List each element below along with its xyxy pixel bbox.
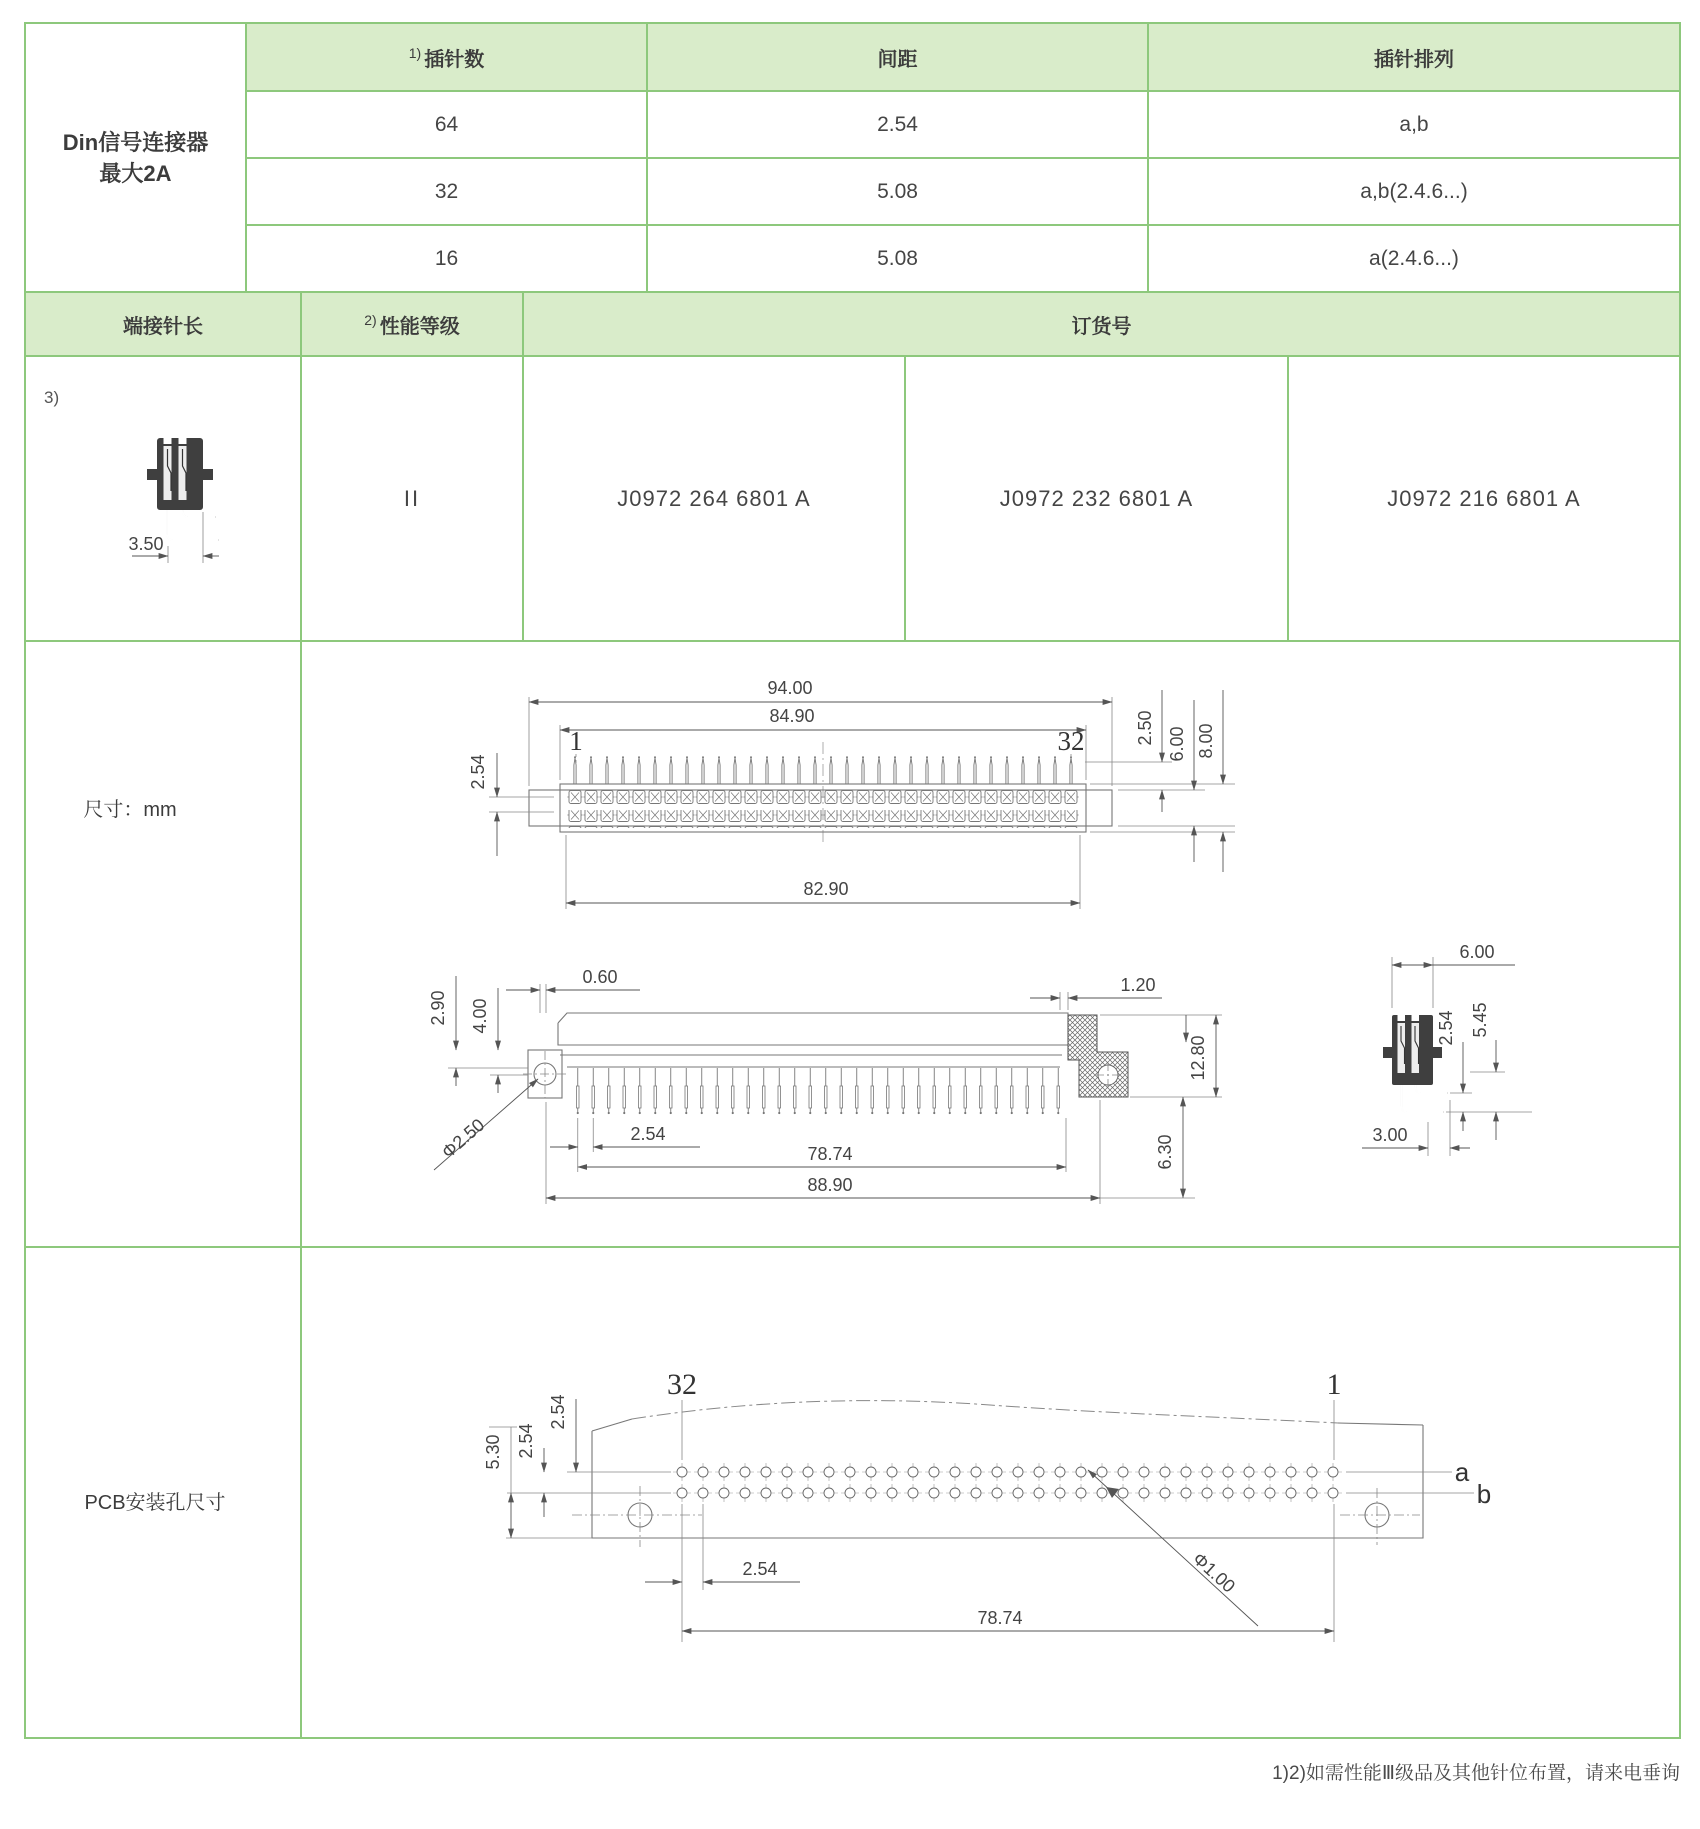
dim-2-54-side: 2.54 xyxy=(630,1124,666,1144)
pcb-pin-32: 32 xyxy=(667,1368,697,1401)
pin-number-1: 1 xyxy=(569,726,583,756)
grade-cell xyxy=(300,355,524,642)
body-tab-left xyxy=(147,469,157,480)
hole-row-a xyxy=(672,1462,1344,1483)
product-title xyxy=(63,127,208,189)
header-order-number xyxy=(522,291,1681,357)
dim-2-50: 2.50 xyxy=(1135,710,1155,746)
hole-row-b xyxy=(672,1483,1344,1504)
header-termination-label: 端接针长 xyxy=(123,315,203,338)
row-b-label: b xyxy=(1476,1479,1492,1509)
dim-84-90: 84.90 xyxy=(769,706,815,726)
dim-94-00: 94.00 xyxy=(767,678,813,698)
header-pin-count xyxy=(245,22,648,92)
header-grade-sup: 2) xyxy=(364,312,377,328)
cell-pitch-508b: 5.08 xyxy=(877,246,918,270)
dim-78-74-pcb: 78.74 xyxy=(977,1608,1023,1628)
side-view-drawing xyxy=(420,950,1235,1215)
dim-4-00: 4.00 xyxy=(470,998,490,1034)
dim-hole-1-00: Φ1.00 xyxy=(1188,1548,1240,1597)
dim-0-60: 0.60 xyxy=(582,967,618,987)
table-cell xyxy=(245,157,648,226)
header-arrangement xyxy=(1147,22,1681,92)
product-title-line2: 最大2A xyxy=(99,160,172,186)
product-title-line1: Din信号连接器 xyxy=(62,129,209,155)
latch xyxy=(1068,1015,1128,1097)
cell-arr-ab246: a,b(2.4.6...) xyxy=(1360,179,1468,203)
dimension-label-cell xyxy=(24,640,302,1248)
table-cell xyxy=(245,224,648,293)
header-order-number-label: 订货号 xyxy=(1071,315,1132,338)
header-termination xyxy=(24,291,302,357)
dim-3-50: 3.50 xyxy=(128,534,164,554)
termination-pin-drawing xyxy=(100,380,280,570)
dim-2-54-detail: 2.54 xyxy=(1436,1010,1456,1046)
order-number-264: J0972 264 6801 A xyxy=(617,485,811,511)
table-cell xyxy=(1147,90,1681,159)
dim-6-30: 6.30 xyxy=(1155,1134,1175,1170)
dim-2-90: 2.90 xyxy=(428,990,448,1026)
order-number-216: J0972 216 6801 A xyxy=(1387,485,1581,511)
order-number-cell xyxy=(522,355,906,642)
header-pitch xyxy=(646,22,1149,92)
front-view-drawing xyxy=(425,650,1240,920)
dim-82-90: 82.90 xyxy=(803,879,849,899)
header-grade-label: 性能等级 xyxy=(379,315,460,338)
dim-6-00-detail: 6.00 xyxy=(1459,942,1495,962)
pcb-pin-1: 1 xyxy=(1326,1368,1342,1401)
header-pin-count-sup: 1) xyxy=(408,45,422,61)
dim-3-00: 3.00 xyxy=(1372,1125,1408,1145)
dim-2-54-pitch: 2.54 xyxy=(742,1559,778,1579)
pin-row xyxy=(570,1068,1066,1116)
body-tab-right xyxy=(203,469,213,480)
board-break-line xyxy=(632,1401,1338,1423)
contact-row-b xyxy=(567,810,1079,828)
dim-78-74-side: 78.74 xyxy=(807,1144,853,1164)
pin-row xyxy=(567,754,1079,784)
header-pin-count-label: 插针数 xyxy=(424,48,485,71)
order-number-232: J0972 232 6801 A xyxy=(999,485,1194,511)
cell-pins-32: 32 xyxy=(434,179,459,203)
dim-2-54-v2: 2.54 xyxy=(548,1394,568,1430)
pin-number-32: 32 xyxy=(1057,726,1085,756)
product-title-cell xyxy=(24,22,247,293)
dim-2-54-left: 2.54 xyxy=(468,754,488,790)
dim-8-00: 8.00 xyxy=(1196,723,1216,759)
cell-arr-ab: a,b xyxy=(1399,112,1429,136)
contact-row-a xyxy=(567,788,1079,806)
table-cell xyxy=(646,157,1149,226)
footnote-3-marker: 3) xyxy=(44,388,60,407)
dim-2-54-v1: 2.54 xyxy=(516,1423,536,1459)
pin-detail-drawing xyxy=(1340,930,1580,1165)
dim-5-45: 5.45 xyxy=(1470,1002,1490,1038)
body-profile xyxy=(558,1013,1068,1067)
header-arrangement-label: 插针排列 xyxy=(1374,48,1454,71)
header-pitch-label: 间距 xyxy=(877,48,918,71)
dim-88-90: 88.90 xyxy=(807,1175,853,1195)
dim-5-30: 5.30 xyxy=(483,1434,503,1470)
header-grade xyxy=(300,291,524,357)
cell-arr-a246: a(2.4.6...) xyxy=(1369,246,1459,270)
table-cell xyxy=(245,90,648,159)
order-number-cell xyxy=(904,355,1289,642)
dim-12-80: 12.80 xyxy=(1188,1035,1208,1081)
cell-pitch-254: 2.54 xyxy=(877,112,918,136)
dim-1-20: 1.20 xyxy=(1120,975,1156,995)
table-cell xyxy=(646,224,1149,293)
dim-hole-2-50: Φ2.50 xyxy=(437,1114,489,1163)
table-cell xyxy=(1147,224,1681,293)
dimension-section-label: 尺寸：mm xyxy=(83,799,177,821)
dim-6-00: 6.00 xyxy=(1167,726,1187,762)
cell-pins-16: 16 xyxy=(434,246,459,270)
row-a-label: a xyxy=(1454,1457,1470,1487)
table-cell xyxy=(646,90,1149,159)
pcb-section-label: PCB安装孔尺寸 xyxy=(84,1492,226,1514)
cell-pins-64: 64 xyxy=(434,112,459,136)
cell-pitch-508a: 5.08 xyxy=(877,179,918,203)
footnote-text: 1)2)如需性能Ⅲ级品及其他针位布置，请来电垂询 xyxy=(1272,1763,1680,1784)
order-number-cell xyxy=(1287,355,1681,642)
grade-value: II xyxy=(403,485,421,511)
table-cell xyxy=(1147,157,1681,226)
pcb-layout-drawing xyxy=(460,1355,1520,1650)
